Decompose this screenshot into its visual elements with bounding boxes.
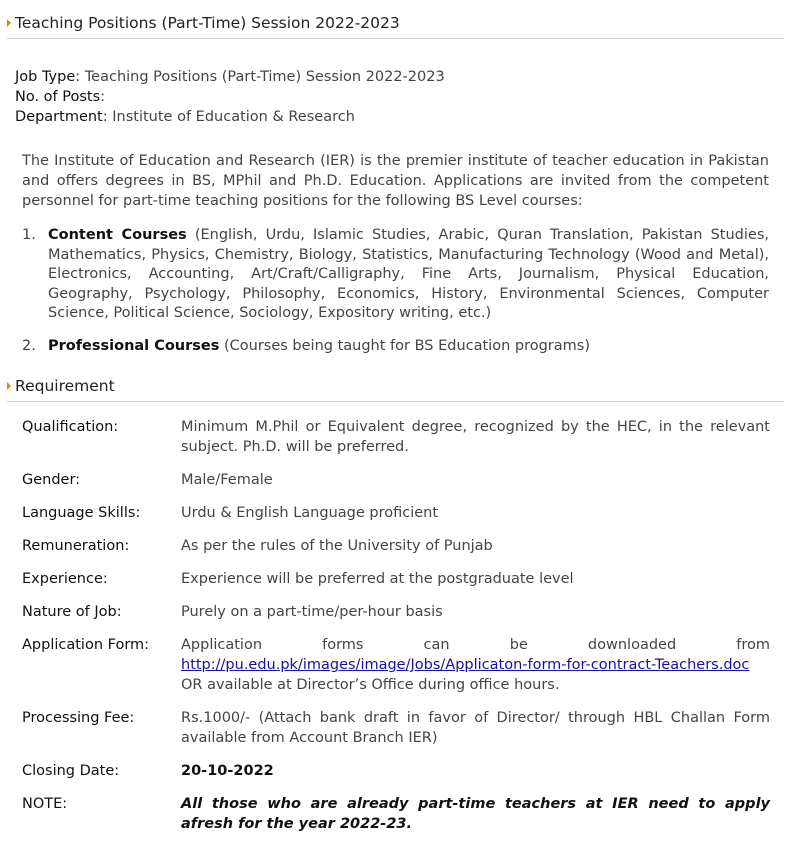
note-value: All those who are already part-time teachers at IER need to apply afresh for the year 2022-23.: [181, 796, 770, 832]
list-item: [22, 226, 769, 324]
course-list: [22, 226, 769, 370]
nature-value: Purely on a part-time/per-hour basis: [181, 604, 443, 620]
posts-label: No. of Posts: [15, 89, 101, 105]
course-detail: (English, Urdu, Islamic Studies, Arabic, Quran Translation, Pakistan Studies, Mathematics, Physics, Chemistry, Biology, Statistics, Manufacturing Technology (Wood and Metal), Electronics, Accounting, Art/Craft/Calligraphy, Fine Arts, Journalism, Physical Education, Geography, Psychology, Philosophy, Economics, History, Environmental Sciences, Computer Science, Political Science, Sociology, Expository writing, etc.): [48, 227, 770, 322]
job-title-header: [7, 8, 784, 39]
qualification-label: Qualification:: [22, 419, 119, 435]
orange-bullet-icon: [7, 382, 11, 390]
application-form-suffix: OR available at Director’s Office during office hours.: [181, 677, 560, 693]
list-number: 2.: [22, 337, 36, 354]
department-label: Department: [15, 109, 103, 125]
job-title: Teaching Positions (Part-Time) Session 2022-2023: [15, 14, 400, 32]
table-row: [22, 635, 770, 695]
language-value: Urdu & English Language proficient: [181, 505, 439, 521]
table-row: [22, 794, 770, 834]
list-number: 1.: [22, 227, 36, 243]
job-meta: [15, 67, 445, 127]
remuneration-label: Remuneration:: [22, 538, 130, 554]
requirement-header: [7, 371, 784, 402]
fee-value: Rs.1000/- (Attach bank draft in favor of Director/ through HBL Challan Form available from Account Branch IER): [181, 710, 770, 746]
requirement-title: Requirement: [15, 377, 115, 395]
gender-label: Gender:: [22, 472, 81, 488]
application-form-value: [181, 635, 770, 695]
qualification-value: Minimum M.Phil or Equivalent degree, recognized by the HEC, in the relevant subject. Ph.D. will be preferred.: [181, 419, 770, 455]
table-row: [22, 536, 770, 556]
table-row: [22, 503, 770, 523]
course-detail: (Courses being taught for BS Education programs): [223, 337, 590, 354]
course-text: [48, 337, 769, 357]
department-line: Department: Institute of Education & Research: [15, 109, 355, 125]
table-row: [22, 470, 770, 490]
table-row: [22, 569, 770, 589]
table-row: [22, 761, 770, 781]
application-form-link[interactable]: http://pu.edu.pk/images/image/Jobs/Applicaton-form-for-contract-Teachers.doc: [181, 657, 750, 673]
nature-label: Nature of Job:: [22, 604, 122, 620]
list-item: [22, 337, 769, 357]
course-title: Content Courses: [48, 227, 187, 243]
closing-date-value: 20-10-2022: [181, 763, 274, 779]
intro-paragraph: The Institute of Education and Research (IER) is the premier institute of teacher education in Pakistan and offers degrees in BS, MPhil and Ph.D. Education. Applications are invited from the competent personnel for part-time teaching positions for the following BS Level courses:: [22, 153, 769, 209]
application-form-label: Application Form:: [22, 637, 150, 653]
orange-bullet-icon: [7, 19, 11, 27]
course-text: [48, 226, 769, 324]
experience-value: Experience will be preferred at the postgraduate level: [181, 571, 574, 587]
posts-line: No. of Posts:: [15, 89, 106, 105]
course-title: Professional Courses: [48, 337, 220, 354]
table-row: [22, 602, 770, 622]
note-label: NOTE:: [22, 796, 68, 812]
department-value: Institute of Education & Research: [112, 109, 355, 125]
requirement-table: [22, 417, 770, 847]
application-form-prefix: Application forms can be downloaded from: [181, 637, 770, 653]
job-type-line: Job Type: Teaching Positions (Part-Time) Session 2022-2023: [15, 69, 445, 85]
closing-date-label: Closing Date:: [22, 763, 120, 779]
experience-label: Experience:: [22, 571, 108, 587]
fee-label: Processing Fee:: [22, 710, 135, 726]
table-row: [22, 417, 770, 457]
language-label: Language Skills:: [22, 505, 141, 521]
job-type-value: Teaching Positions (Part-Time) Session 2022-2023: [84, 69, 445, 85]
remuneration-value: As per the rules of the University of Punjab: [181, 538, 493, 554]
job-type-label: Job Type: [15, 69, 76, 85]
gender-value: Male/Female: [181, 472, 273, 488]
table-row: [22, 708, 770, 748]
